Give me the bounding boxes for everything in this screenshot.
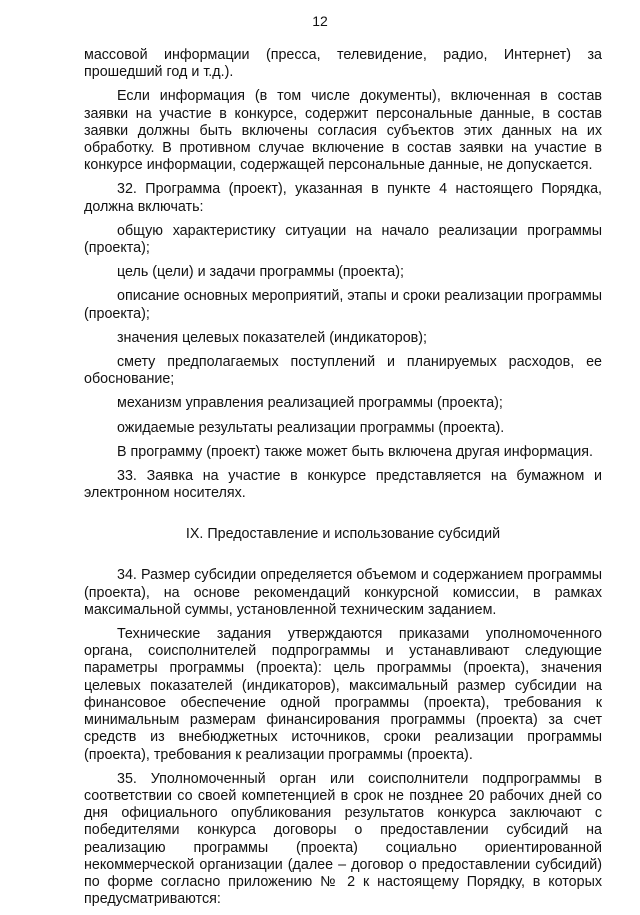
list-item-activities: описание основных мероприятий, этапы и сроки реализации программы (проекта); [84,288,602,322]
list-item-situation: общую характеристику ситуации на начало реализации программы (проекта); [84,222,602,257]
paragraph-item-34: 34. Размер субсидии определяется объемом и содержанием программы (проекта), на основе рекомендаций конкурсной комиссии, в рамках максимальной суммы, установленной техническим заданием. [84,567,602,618]
list-item-results: ожидаемые результаты реализации программы (проекта). [117,419,505,436]
paragraph-other-info: В программу (проект) также может быть включена другая информация. [117,443,593,460]
list-item-goals: цель (цели) и задачи программы (проекта); [117,264,404,281]
list-item-indicators: значения целевых показателей (индикаторов); [117,329,427,346]
paragraph-item-35: 35. Уполномоченный орган или соисполнители подпрограммы в соответствии со своей компетенцией в срок не позднее 20 рабочих дней со дня официального опубликования результатов конкурса заключают с победителями конкурса договоры о предоставлении субсидий на реализацию программы (проекта) социально ориентированной некоммерческой организации (далее – договор о предоставлении субсидий) по форме согласно приложению № 2 к настоящему Порядку, в которых предусматриваются: [84,770,602,908]
list-item-management: механизм управления реализацией программы (проекта); [117,395,503,412]
paragraph-personal-data: Если информация (в том числе документы), включенная в состав заявки на участие в конкурсе, содержит персональные данные, в состав заявки должны быть включены согласия субъектов этих данных на их обработку. В противном случае включение в состав заявки на участие в конкурсе информации, содержащей персональные данные, не допускается. [84,88,602,174]
paragraph-item-32: 32. Программа (проект), указанная в пункте 4 настоящего Порядка, должна включать: [84,181,602,215]
paragraph-technical-tasks: Технические задания утверждаются приказами уполномоченного органа, соисполнителей подпрограммы и устанавливают следующие параметры программы (проекта): цель программы (проекта), значения целевых показателей (индикаторов), максимальный размер субсидии на финансовое обеспечение одной программы (проекта), требования к минимальным размерам финансирования программы (проекта) за счет средств из внебюджетных источников, сроки реализации программы (проекта), требования к реализации программы (проекта). [84,626,602,763]
page-body [84,47,602,915]
page-number: 12 [312,13,328,29]
paragraph-item-33: 33. Заявка на участие в конкурсе представляется на бумажном и электронном носителях. [84,468,602,502]
section-heading: IX. Предоставление и использование субсидий [185,526,501,543]
paragraph-continuation: массовой информации (пресса, телевидение, радио, Интернет) за прошедший год и т.д.). [84,47,602,81]
list-item-budget: смету предполагаемых поступлений и планируемых расходов, ее обоснование; [84,354,602,388]
